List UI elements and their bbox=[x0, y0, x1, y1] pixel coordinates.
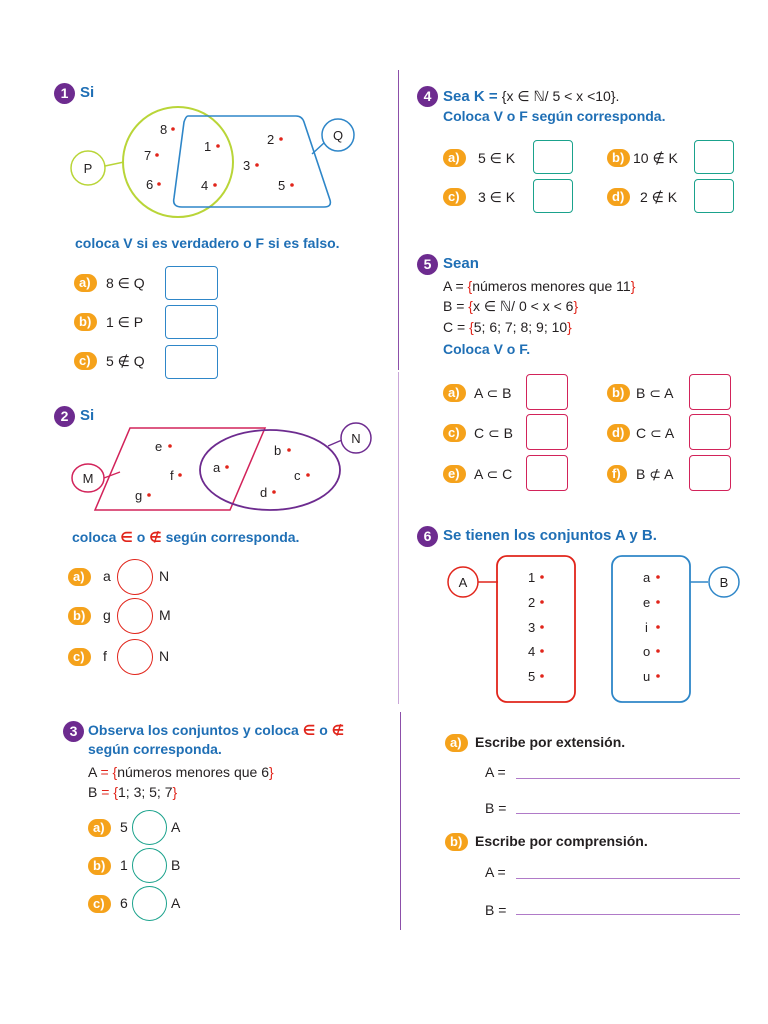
set-element: i bbox=[645, 620, 648, 635]
venn-element: b bbox=[274, 443, 282, 458]
exercise-3-title-line1 bbox=[88, 722, 344, 739]
part-a-instruction: Escribe por extensión. bbox=[475, 734, 626, 750]
set-name: A bbox=[88, 764, 97, 780]
item-left-value: 1 bbox=[120, 857, 128, 873]
item-letter-badge: a ) bbox=[443, 384, 466, 402]
venn-element: g bbox=[135, 488, 143, 503]
equals-sign: = bbox=[101, 784, 110, 800]
set-element: a bbox=[643, 570, 651, 585]
exercise-1-instruction: coloca V si es verdadero o F si es falso. bbox=[75, 235, 340, 251]
venn-element: d bbox=[260, 485, 268, 500]
item-left-value: 5 bbox=[120, 819, 128, 835]
sets-a-b-diagram bbox=[440, 550, 750, 710]
item-statement: 10 ∉ K bbox=[633, 150, 678, 166]
set-q-label: Q bbox=[332, 128, 344, 143]
item-right-value: A bbox=[171, 895, 181, 911]
brace: } bbox=[573, 298, 579, 314]
exercise-3-number: 3 bbox=[63, 721, 84, 742]
title-text: o bbox=[319, 722, 328, 738]
column-divider bbox=[400, 712, 401, 930]
answer-circle[interactable] bbox=[132, 848, 167, 883]
item-letter-badge: e ) bbox=[443, 465, 466, 483]
part-letter-badge: a ) bbox=[445, 734, 468, 752]
brace: { bbox=[469, 319, 474, 335]
title-text: Observa los conjuntos y coloca bbox=[88, 722, 299, 738]
item-statement: C ⊂ A bbox=[636, 425, 675, 441]
item-statement: 5 ∉ Q bbox=[106, 353, 145, 369]
item-statement: A ⊂ B bbox=[474, 385, 512, 401]
item-letter-badge: a ) bbox=[74, 274, 97, 292]
item-statement: 1 ∈ P bbox=[106, 314, 144, 330]
answer-circle[interactable] bbox=[132, 886, 167, 921]
brace: } bbox=[630, 278, 636, 294]
answer-box[interactable] bbox=[165, 345, 218, 379]
set-element: o bbox=[643, 644, 651, 659]
venn-element: e bbox=[155, 439, 163, 454]
instruction-text: coloca bbox=[72, 529, 117, 545]
answer-circle[interactable] bbox=[117, 598, 153, 634]
answer-box[interactable] bbox=[526, 455, 568, 491]
set-a-label: A bbox=[458, 575, 468, 590]
exercise-2-number: 2 bbox=[54, 406, 75, 427]
column-divider bbox=[398, 372, 399, 704]
venn-element: f bbox=[170, 468, 174, 483]
set-n-label: N bbox=[351, 431, 361, 446]
exercise-2-title: Si bbox=[80, 407, 95, 424]
set-element: 2 bbox=[528, 595, 536, 610]
label-text: A = bbox=[485, 764, 506, 780]
item-statement: 2 ∉ K bbox=[640, 189, 678, 205]
answer-box[interactable] bbox=[694, 179, 734, 213]
answer-line[interactable] bbox=[516, 813, 740, 814]
item-left-value: g bbox=[103, 607, 111, 623]
set-name: C = bbox=[443, 319, 470, 335]
column-divider bbox=[398, 70, 399, 370]
answer-circle[interactable] bbox=[132, 810, 167, 845]
item-right-value: N bbox=[159, 648, 170, 664]
set-body: números menores que 11 bbox=[472, 278, 631, 294]
item-letter-badge: c ) bbox=[74, 352, 97, 370]
venn-diagram-p-q bbox=[60, 104, 370, 224]
set-c-definition bbox=[443, 319, 572, 335]
item-letter-badge: b ) bbox=[88, 857, 111, 875]
item-right-value: A bbox=[171, 819, 181, 835]
instruction-text: o bbox=[136, 529, 146, 545]
title-text: Sea K = bbox=[443, 88, 502, 105]
brace: } bbox=[172, 784, 178, 800]
item-letter-badge: b ) bbox=[607, 384, 630, 402]
answer-box[interactable] bbox=[533, 179, 573, 213]
set-element: 4 bbox=[528, 644, 536, 659]
set-body: números menores que 6 bbox=[117, 764, 269, 780]
item-right-value: M bbox=[159, 607, 171, 623]
exercise-5-title: Sean bbox=[443, 255, 479, 272]
item-statement: 8 ∈ Q bbox=[106, 275, 145, 291]
not-element-of-symbol: ∉ bbox=[149, 529, 162, 545]
brace: { bbox=[113, 784, 118, 800]
exercise-1-title: Si bbox=[80, 84, 95, 101]
item-letter-badge: b ) bbox=[74, 313, 97, 331]
exercise-1-number: 1 bbox=[54, 83, 75, 104]
item-letter-badge: a ) bbox=[88, 819, 111, 837]
not-element-of-symbol: ∉ bbox=[331, 722, 345, 738]
venn-element: 3 bbox=[243, 158, 251, 173]
brace: } bbox=[269, 764, 274, 780]
item-left-value: f bbox=[103, 648, 107, 664]
brace: { bbox=[112, 764, 118, 780]
item-statement: 3 ∈ K bbox=[478, 189, 516, 205]
set-body: 1; 3; 5; 7 bbox=[118, 784, 173, 800]
venn-element: 4 bbox=[201, 178, 209, 193]
venn-element: a bbox=[213, 460, 221, 475]
answer-box[interactable] bbox=[526, 374, 568, 410]
answer-label bbox=[485, 764, 506, 780]
set-element: u bbox=[643, 669, 651, 684]
item-letter-badge: c ) bbox=[443, 424, 466, 442]
item-statement: 5 ∈ K bbox=[478, 150, 516, 166]
venn-element: 6 bbox=[146, 177, 154, 192]
item-letter-badge: c ) bbox=[88, 895, 111, 913]
answer-box[interactable] bbox=[694, 140, 734, 174]
exercise-5-number: 5 bbox=[417, 254, 438, 275]
set-definition: {x ∈ ℕ/ 5 < x <10}. bbox=[501, 88, 620, 104]
brace: } bbox=[567, 319, 572, 335]
answer-box[interactable] bbox=[165, 305, 218, 339]
venn-element: c bbox=[294, 468, 301, 483]
venn-element: 5 bbox=[278, 178, 286, 193]
item-left-value: 6 bbox=[120, 895, 128, 911]
exercise-4-number: 4 bbox=[417, 86, 438, 107]
brace: { bbox=[468, 298, 473, 314]
set-b-definition bbox=[443, 298, 578, 315]
answer-label: B = bbox=[485, 800, 507, 816]
item-letter-badge: c ) bbox=[68, 648, 91, 666]
instruction-text: según corresponda. bbox=[165, 529, 300, 545]
set-p-label: P bbox=[83, 161, 93, 176]
item-statement: B ⊂ A bbox=[636, 385, 674, 401]
answer-line[interactable] bbox=[516, 778, 740, 779]
item-letter-badge: d ) bbox=[607, 188, 630, 206]
answer-circle[interactable] bbox=[117, 639, 153, 675]
brace: { bbox=[467, 278, 473, 294]
answer-box[interactable] bbox=[689, 374, 731, 410]
answer-line[interactable] bbox=[516, 914, 740, 915]
exercise-2-instruction bbox=[72, 529, 299, 546]
set-body: 5; 6; 7; 8; 9; 10 bbox=[473, 319, 568, 335]
answer-label: A = bbox=[485, 864, 506, 880]
element-of-symbol: ∈ bbox=[120, 529, 133, 545]
venn-element: 2 bbox=[267, 132, 275, 147]
set-element: 1 bbox=[528, 570, 536, 585]
item-right-value: B bbox=[171, 857, 181, 873]
venn-element: 8 bbox=[160, 122, 168, 137]
venn-diagram-m-n bbox=[60, 420, 380, 520]
answer-box[interactable] bbox=[689, 455, 731, 491]
set-b-definition bbox=[88, 784, 177, 800]
set-element: 3 bbox=[528, 620, 536, 635]
exercise-6-number: 6 bbox=[417, 526, 438, 547]
exercise-6-title: Se tienen los conjuntos A y B. bbox=[443, 527, 657, 544]
set-name: A = bbox=[443, 278, 468, 294]
item-right-value: N bbox=[159, 568, 170, 584]
item-letter-badge: d ) bbox=[607, 424, 630, 442]
element-of-symbol: ∈ bbox=[302, 722, 316, 738]
set-name: B = bbox=[443, 298, 469, 314]
set-a-definition bbox=[88, 764, 274, 780]
answer-circle[interactable] bbox=[117, 559, 153, 595]
venn-element: 7 bbox=[144, 148, 152, 163]
answer-line[interactable] bbox=[516, 878, 740, 879]
answer-label: B = bbox=[485, 902, 507, 918]
item-letter-badge: c ) bbox=[443, 188, 466, 206]
item-statement: B ⊄ A bbox=[636, 466, 674, 482]
answer-box[interactable] bbox=[165, 266, 218, 300]
exercise-5-subtitle: Coloca V o F. bbox=[443, 341, 531, 357]
exercise-3-title-line2: según corresponda. bbox=[88, 741, 222, 757]
item-statement: C ⊂ B bbox=[474, 425, 513, 441]
answer-box[interactable] bbox=[689, 414, 731, 450]
answer-box[interactable] bbox=[526, 414, 568, 450]
item-letter-badge: f ) bbox=[607, 465, 627, 483]
set-element: 5 bbox=[528, 669, 536, 684]
item-letter-badge: a ) bbox=[68, 568, 91, 586]
venn-element: 1 bbox=[204, 139, 212, 154]
part-b-instruction: Escribe por comprensión. bbox=[475, 833, 648, 849]
set-b-label: B bbox=[719, 575, 729, 590]
part-letter-badge: b ) bbox=[445, 833, 468, 851]
exercise-4-title bbox=[443, 88, 619, 105]
item-left-value: a bbox=[103, 568, 111, 584]
set-body: x ∈ ℕ/ 0 < x < 6 bbox=[472, 298, 574, 314]
item-letter-badge: b ) bbox=[68, 607, 91, 625]
answer-box[interactable] bbox=[533, 140, 573, 174]
set-m-label: M bbox=[82, 471, 94, 486]
item-letter-badge: a ) bbox=[443, 149, 466, 167]
set-element: e bbox=[643, 595, 651, 610]
set-a-definition bbox=[443, 278, 635, 294]
equals-sign: = bbox=[100, 764, 109, 780]
set-name: B bbox=[88, 784, 98, 800]
exercise-4-subtitle: Coloca V o F según corresponda. bbox=[443, 108, 666, 124]
item-statement: A ⊂ C bbox=[474, 466, 513, 482]
item-letter-badge: b ) bbox=[607, 149, 630, 167]
